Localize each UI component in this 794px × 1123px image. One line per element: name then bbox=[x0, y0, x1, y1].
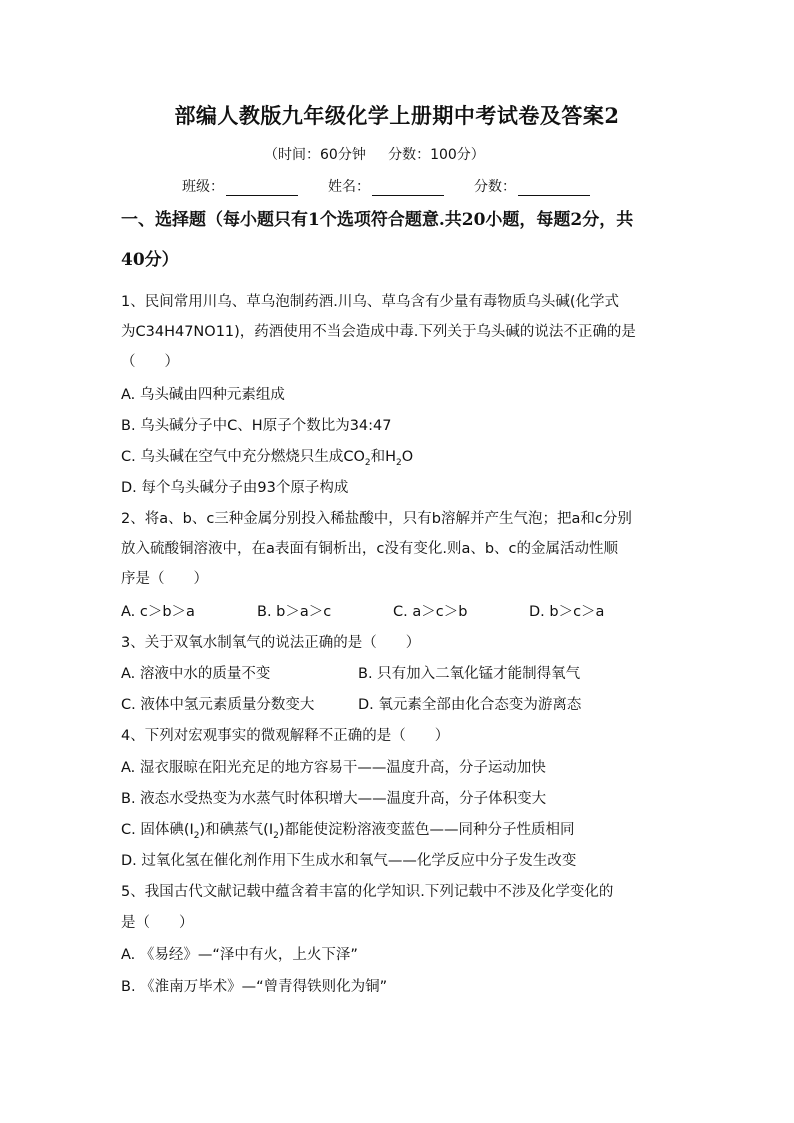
q5-stem-line2: 是（ ） bbox=[121, 915, 194, 931]
student-info-row bbox=[182, 176, 620, 196]
q2-option-a: A. c＞b＞a bbox=[121, 604, 195, 620]
q1-option-c-mid: 和H bbox=[370, 449, 397, 465]
q2-option-d: D. b＞c＞a bbox=[529, 604, 605, 620]
q5-stem-line1: 5、我国古代文献记载中蕴含着丰富的化学知识.下列记载中不涉及化学变化的 bbox=[121, 884, 614, 900]
q4-option-c-text: C. 固体碘(I bbox=[121, 822, 194, 838]
q1-option-a: A. 乌头碱由四种元素组成 bbox=[121, 387, 285, 403]
page-title: 部编人教版九年级化学上册期中考试卷及答案2 bbox=[174, 103, 620, 128]
section-heading bbox=[121, 200, 681, 280]
q1-option-c-end: O bbox=[401, 449, 414, 465]
q3-option-c: C. 液体中氢元素质量分数变大 bbox=[121, 697, 315, 713]
score-field bbox=[474, 176, 590, 196]
section-heading-line2: 40分） bbox=[121, 250, 179, 270]
section-heading-line1: 一、选择题（每小题只有1个选项符合题意.共20小题，每题2分，共 bbox=[121, 210, 634, 230]
score-label: 分数： bbox=[474, 179, 516, 195]
q3-option-a: A. 溶液中水的质量不变 bbox=[121, 666, 271, 682]
q1-stem-line2: 为C34H47NO11)，药酒使用不当会造成中毒.下列关于乌头碱的说法不正确的是 bbox=[121, 324, 636, 340]
q4-option-c-sub2: 2 bbox=[273, 830, 279, 841]
q1-option-d: D. 每个乌头碱分子由93个原子构成 bbox=[121, 480, 349, 496]
q4-option-a: A. 湿衣服晾在阳光充足的地方容易干——温度升高，分子运动加快 bbox=[121, 760, 546, 776]
score-blank bbox=[518, 179, 590, 196]
q4-stem: 4、下列对宏观事实的微观解释不正确的是（ ） bbox=[121, 728, 450, 744]
q2-stem-line2: 放入硫酸铜溶液中，在a表面有铜析出，c没有变化.则a、b、c的金属活动性顺 bbox=[121, 541, 619, 557]
q2-option-c: C. a＞c＞b bbox=[393, 604, 468, 620]
exam-time-score: （时间：60分钟 分数：100分） bbox=[264, 147, 485, 163]
q3-option-d: D. 氧元素全部由化合态变为游离态 bbox=[358, 697, 582, 713]
q4-option-c-mid: )和碘蒸气(I bbox=[199, 822, 274, 838]
q3-options-row1 bbox=[121, 662, 580, 683]
q2-option-b: B. b＞a＞c bbox=[257, 604, 332, 620]
q2-stem-line3: 序是（ ） bbox=[121, 571, 208, 587]
q2-stem-line1: 2、将a、b、c三种金属分别投入稀盐酸中，只有b溶解并产生气泡；把a和c分别 bbox=[121, 511, 632, 527]
q1-option-c-sub1: 2 bbox=[364, 457, 371, 468]
q4-option-c-end: )都能使淀粉溶液变蓝色——同种分子性质相同 bbox=[278, 822, 575, 838]
class-field bbox=[182, 176, 298, 196]
q5-option-b: B. 《淮南万毕术》—“曾青得铁则化为铜” bbox=[121, 979, 388, 995]
name-field bbox=[328, 176, 444, 196]
q1-option-c-sub2: 2 bbox=[396, 457, 402, 468]
name-blank bbox=[372, 179, 444, 196]
q1-stem-line3: （ ） bbox=[121, 354, 179, 370]
q1-stem-line1: 1、民间常用川乌、草乌泡制药酒.川乌、草乌含有少量有毒物质乌头碱(化学式 bbox=[121, 294, 619, 310]
q1-option-c bbox=[121, 445, 413, 468]
q4-option-d: D. 过氧化氢在催化剂作用下生成水和氧气——化学反应中分子发生改变 bbox=[121, 853, 577, 869]
q4-option-c bbox=[121, 818, 575, 841]
q5-option-a: A. 《易经》—“泽中有火，上火下泽” bbox=[121, 947, 358, 963]
q3-stem: 3、关于双氧水制氧气的说法正确的是（ ） bbox=[121, 635, 421, 651]
q1-option-b: B. 乌头碱分子中C、H原子个数比为34:47 bbox=[121, 418, 392, 434]
class-blank bbox=[226, 179, 298, 196]
q3-options-row2 bbox=[121, 693, 581, 714]
q3-option-b: B. 只有加入二氧化锰才能制得氧气 bbox=[358, 666, 581, 682]
class-label: 班级： bbox=[182, 179, 224, 195]
q2-options bbox=[121, 600, 604, 621]
q4-option-b: B. 液态水受热变为水蒸气时体积增大——温度升高，分子体积变大 bbox=[121, 791, 547, 807]
name-label: 姓名： bbox=[328, 179, 370, 195]
q1-option-c-text: C. 乌头碱在空气中充分燃烧只生成CO bbox=[121, 449, 365, 465]
q4-option-c-sub1: 2 bbox=[193, 830, 200, 841]
